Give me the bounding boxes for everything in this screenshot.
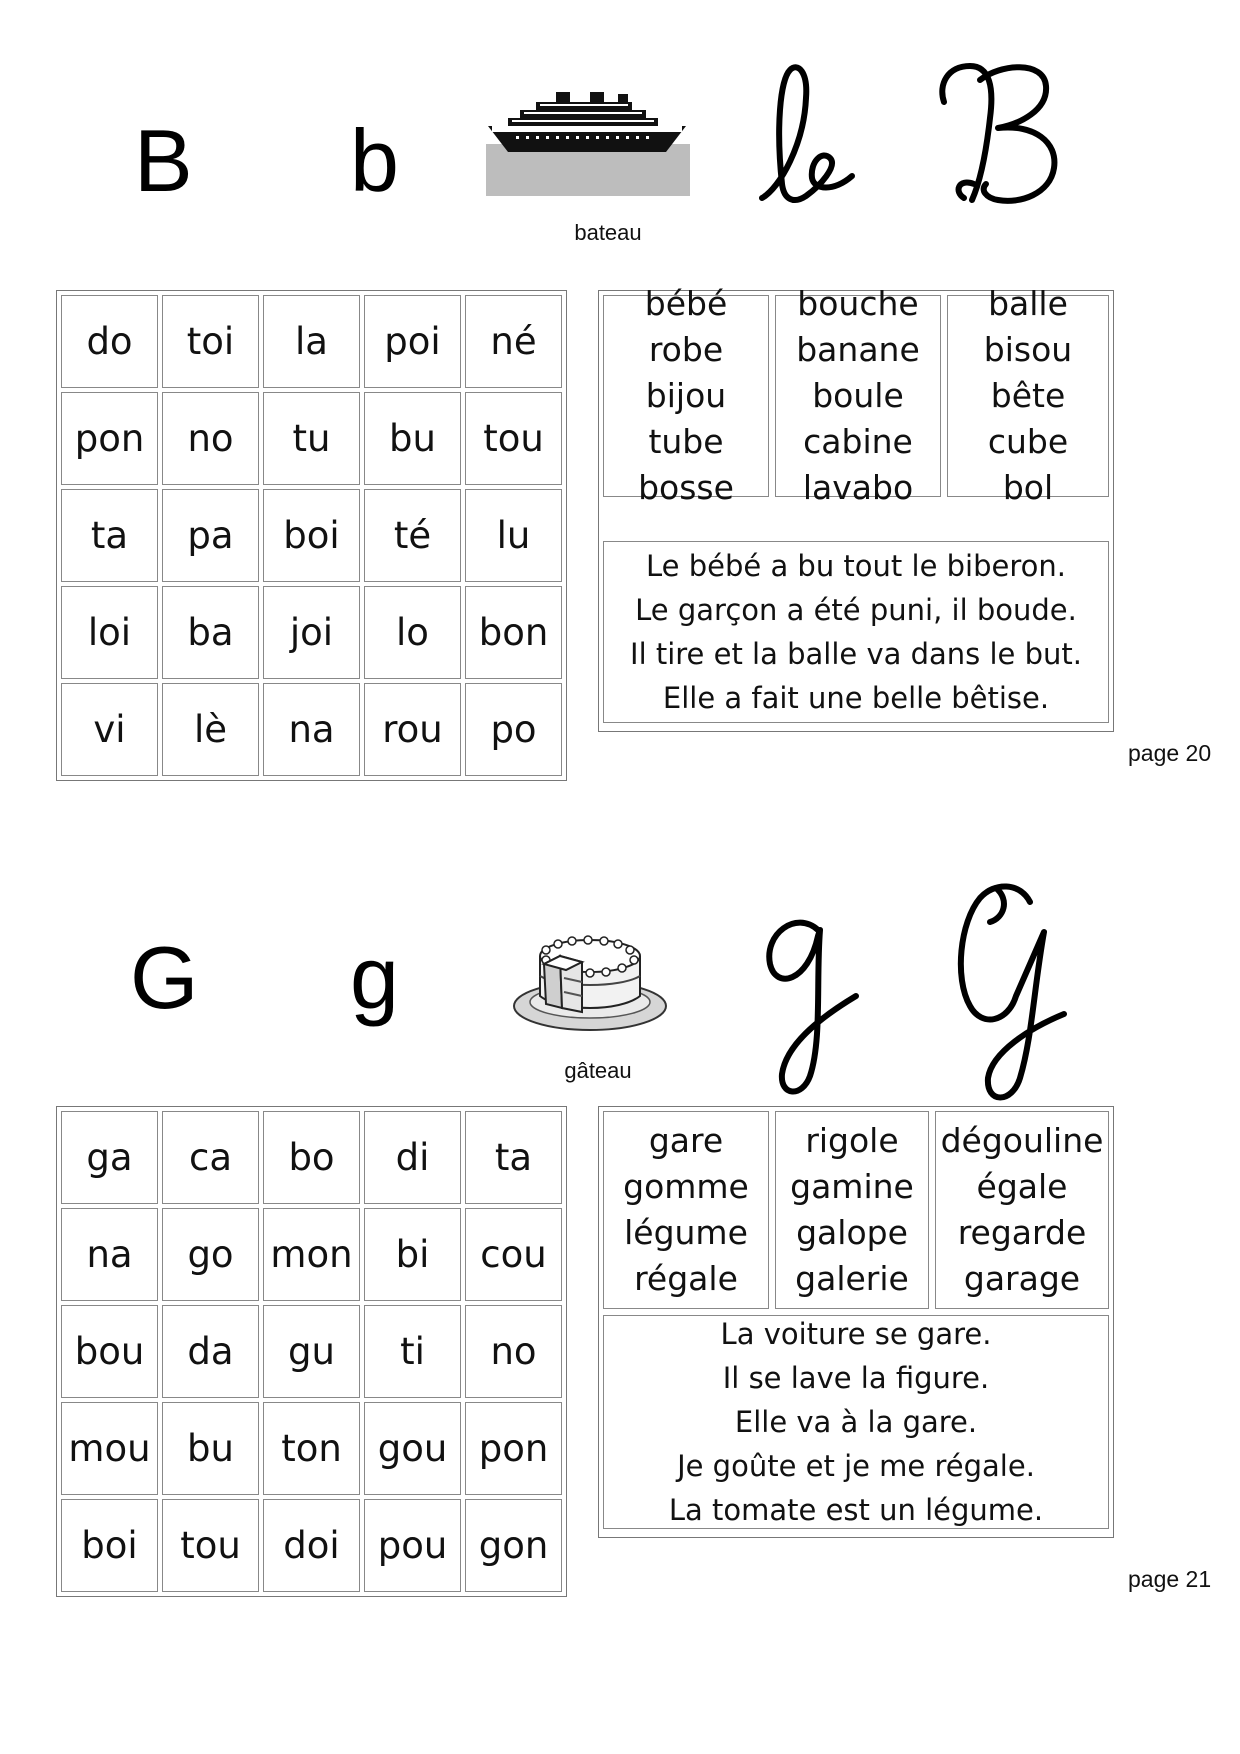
words-panel (598, 1106, 1114, 1538)
cursive-lowercase-letter (756, 900, 866, 1100)
word: boule (812, 376, 904, 415)
table-row (61, 1402, 562, 1495)
syllable-cell: doi (263, 1499, 360, 1592)
syllable-cell: toi (162, 295, 259, 388)
syllable-cell: lo (364, 586, 461, 679)
syllable-cell: ba (162, 586, 259, 679)
table-row (61, 586, 562, 679)
syllable-cell: ta (61, 489, 158, 582)
syllable-cell: bo (263, 1111, 360, 1204)
syllable-grid (56, 290, 567, 781)
page-number: page 20 (1128, 740, 1212, 766)
syllable-cell: tou (162, 1499, 259, 1592)
word: banane (796, 330, 920, 369)
syllable-grid (56, 1106, 567, 1597)
syllable-cell: do (61, 295, 158, 388)
sentence: Il tire et la balle va dans le but. (630, 637, 1082, 671)
word: galerie (795, 1259, 909, 1298)
letter-g-section (0, 820, 1240, 1640)
syllable-cell: tou (465, 392, 562, 485)
syllable-cell: joi (263, 586, 360, 679)
word: régale (634, 1259, 738, 1298)
syllable-cell: pon (61, 392, 158, 485)
syllable-cell: pa (162, 489, 259, 582)
syllable-cell: tu (263, 392, 360, 485)
syllable-cell: pou (364, 1499, 461, 1592)
word: bijou (645, 376, 727, 415)
syllable-cell: na (263, 683, 360, 776)
sentences-box (603, 541, 1109, 723)
syllable-cell: di (364, 1111, 461, 1204)
word-column (947, 284, 1109, 507)
syllable-cell: cou (465, 1208, 562, 1301)
word: gare (648, 1121, 724, 1160)
syllable-cell: bu (364, 392, 461, 485)
sentences-box (603, 1315, 1109, 1529)
table-row (61, 1499, 562, 1592)
sentence: La voiture se gare. (720, 1317, 992, 1351)
syllable-cell: loi (61, 586, 158, 679)
word: garage (963, 1259, 1081, 1298)
word: balle (988, 284, 1068, 323)
word: bisou (983, 330, 1073, 369)
syllable-cell: bu (162, 1402, 259, 1495)
table-row (61, 1208, 562, 1301)
syllable-cell: ti (364, 1305, 461, 1398)
table-row (61, 295, 562, 388)
sentence: Le bébé a bu tout le biberon. (646, 549, 1066, 583)
word: galope (796, 1213, 908, 1252)
syllable-cell: bou (61, 1305, 158, 1398)
sentence: Le garçon a été puni, il boude. (635, 593, 1077, 627)
sentence: Elle va à la gare. (734, 1405, 978, 1439)
word: regarde (957, 1213, 1087, 1252)
print-lowercase-letter: b (350, 111, 399, 210)
syllable-cell: gon (465, 1499, 562, 1592)
word: bouche (797, 284, 919, 323)
words-panel (598, 284, 1114, 732)
ship-icon (486, 86, 690, 196)
syllable-cell: bi (364, 1208, 461, 1301)
syllable-cell: lu (465, 489, 562, 582)
syllable-cell: pon (465, 1402, 562, 1495)
syllable-cell: boi (61, 1499, 158, 1592)
syllable-cell: té (364, 489, 461, 582)
word: légume (624, 1213, 748, 1252)
word: gamine (790, 1167, 914, 1206)
syllable-cell: na (61, 1208, 158, 1301)
syllable-cell: go (162, 1208, 259, 1301)
word: gomme (623, 1167, 749, 1206)
word-column (775, 1111, 929, 1309)
syllable-cell: lè (162, 683, 259, 776)
word-column (603, 284, 769, 507)
syllable-cell: mou (61, 1402, 158, 1495)
syllable-cell: ca (162, 1111, 259, 1204)
sentence: Je goûte et je me régale. (677, 1449, 1035, 1483)
picture-caption: bateau (574, 220, 642, 245)
table-row (61, 392, 562, 485)
syllable-cell: bon (465, 586, 562, 679)
print-uppercase-letter: B (134, 111, 193, 210)
cursive-lowercase-letter (758, 58, 858, 208)
syllable-cell: poi (364, 295, 461, 388)
syllable-cell: né (465, 295, 562, 388)
print-uppercase-letter: G (130, 928, 199, 1027)
word: bosse (638, 468, 734, 507)
syllable-cell: vi (61, 683, 158, 776)
word: cube (987, 422, 1069, 461)
word: robe (648, 330, 724, 369)
page-number: page 21 (1128, 1566, 1212, 1592)
syllable-cell: rou (364, 683, 461, 776)
sentence: Elle a fait une belle bêtise. (662, 681, 1050, 715)
syllable-cell: gu (263, 1305, 360, 1398)
word: bol (1002, 468, 1054, 507)
cursive-uppercase-letter (950, 878, 1070, 1108)
syllable-cell: no (465, 1305, 562, 1398)
sentence: Il se lave la figure. (722, 1361, 990, 1395)
cursive-uppercase-letter (934, 58, 1074, 208)
syllable-cell: ton (263, 1402, 360, 1495)
word: rigole (805, 1121, 899, 1160)
table-row (61, 1111, 562, 1204)
word: cabine (803, 422, 913, 461)
syllable-cell: da (162, 1305, 259, 1398)
syllable-cell: gou (364, 1402, 461, 1495)
syllable-cell: no (162, 392, 259, 485)
letter-b-section (0, 0, 1240, 800)
print-lowercase-letter: g (350, 928, 399, 1027)
word-column (775, 284, 941, 507)
syllable-cell: ga (61, 1111, 158, 1204)
table-row (61, 683, 562, 776)
syllable-cell: boi (263, 489, 360, 582)
word: dégouline (940, 1121, 1104, 1160)
syllable-cell: la (263, 295, 360, 388)
cake-icon (510, 916, 670, 1036)
syllable-cell: po (465, 683, 562, 776)
syllable-cell: mon (263, 1208, 360, 1301)
word: bébé (644, 284, 728, 323)
sentence: La tomate est un légume. (668, 1493, 1044, 1527)
word: tube (648, 422, 724, 461)
syllable-cell: ta (465, 1111, 562, 1204)
word-column (603, 1111, 769, 1309)
table-row (61, 1305, 562, 1398)
table-row (61, 489, 562, 582)
word-column (935, 1111, 1109, 1309)
word: bête (990, 376, 1066, 415)
word: lavabo (802, 468, 914, 507)
word: égale (976, 1167, 1068, 1206)
picture-caption: gâteau (564, 1058, 632, 1083)
